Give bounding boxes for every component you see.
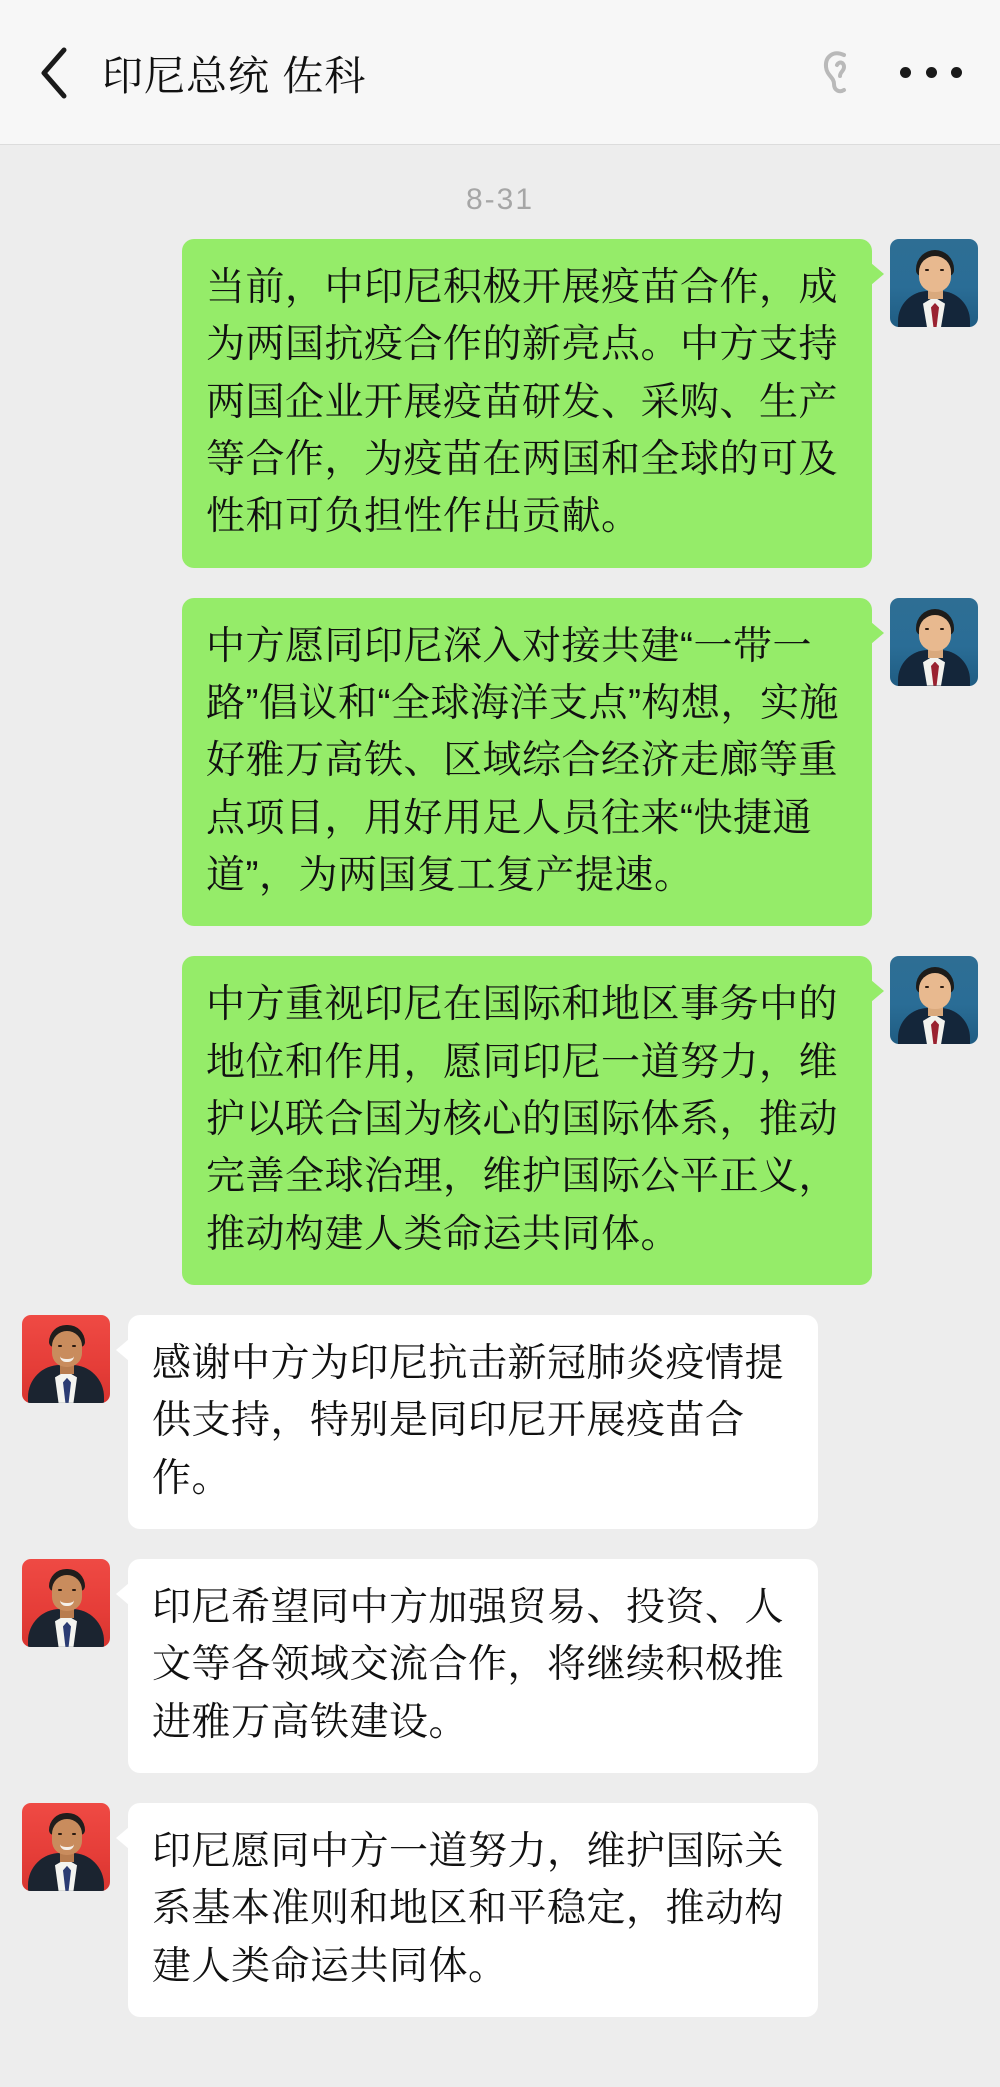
message-row (0, 598, 1000, 927)
message-bubble[interactable]: 中方重视印尼在国际和地区事务中的地位和作用，愿同印尼一道努力，维护以联合国为核心的国际体系，推动完善全球治理，维护国际公平正义，推动构建人类命运共同体。 (182, 956, 872, 1285)
avatar[interactable] (22, 1803, 110, 1891)
message-row (0, 1803, 1000, 2017)
avatar[interactable] (22, 1315, 110, 1403)
chevron-left-icon (37, 45, 71, 101)
message-bubble[interactable]: 印尼希望同中方加强贸易、投资、人文等各领域交流合作，将继续积极推进雅万高铁建设。 (128, 1559, 818, 1773)
navigation-bar (0, 0, 1000, 145)
message-bubble[interactable]: 感谢中方为印尼抗击新冠肺炎疫情提供支持，特别是同印尼开展疫苗合作。 (128, 1315, 818, 1529)
message-bubble[interactable]: 当前，中印尼积极开展疫苗合作，成为两国抗疫合作的新亮点。中方支持两国企业开展疫苗研发、采购、生产等合作，为疫苗在两国和全球的可及性和可负担性作出贡献。 (182, 239, 872, 568)
avatar[interactable] (890, 598, 978, 686)
back-button[interactable] (26, 45, 82, 101)
dot-2 (926, 67, 937, 78)
avatar[interactable] (890, 956, 978, 1044)
avatar-xi-jinping (890, 598, 978, 686)
message-row (0, 1315, 1000, 1529)
dot-3 (951, 67, 962, 78)
message-row (0, 1559, 1000, 1773)
avatar-xi-jinping (890, 239, 978, 327)
avatar-joko-widodo (22, 1315, 110, 1403)
avatar-joko-widodo (22, 1559, 110, 1647)
date-divider-label: 8-31 (465, 183, 535, 216)
message-bubble[interactable]: 中方愿同印尼深入对接共建“一带一路”倡议和“全球海洋支点”构想，实施好雅万高铁、区域综合经济走廊等重点项目，用好用足人员往来“快捷通道”，为两国复工复产提速。 (182, 598, 872, 927)
message-row (0, 239, 1000, 568)
avatar-xi-jinping (890, 956, 978, 1044)
page-title: 印尼总统 佐科 (102, 53, 367, 99)
avatar[interactable] (890, 239, 978, 327)
dot-1 (900, 67, 911, 78)
date-divider (0, 145, 1000, 239)
hearing-aid-icon[interactable] (812, 44, 866, 102)
message-row (0, 956, 1000, 1285)
avatar-joko-widodo (22, 1803, 110, 1891)
message-list[interactable] (0, 145, 1000, 2087)
avatar[interactable] (22, 1559, 110, 1647)
message-bubble[interactable]: 印尼愿同中方一道努力，维护国际关系基本准则和地区和平稳定，推动构建人类命运共同体。 (128, 1803, 818, 2017)
more-dots-icon[interactable] (900, 53, 962, 93)
